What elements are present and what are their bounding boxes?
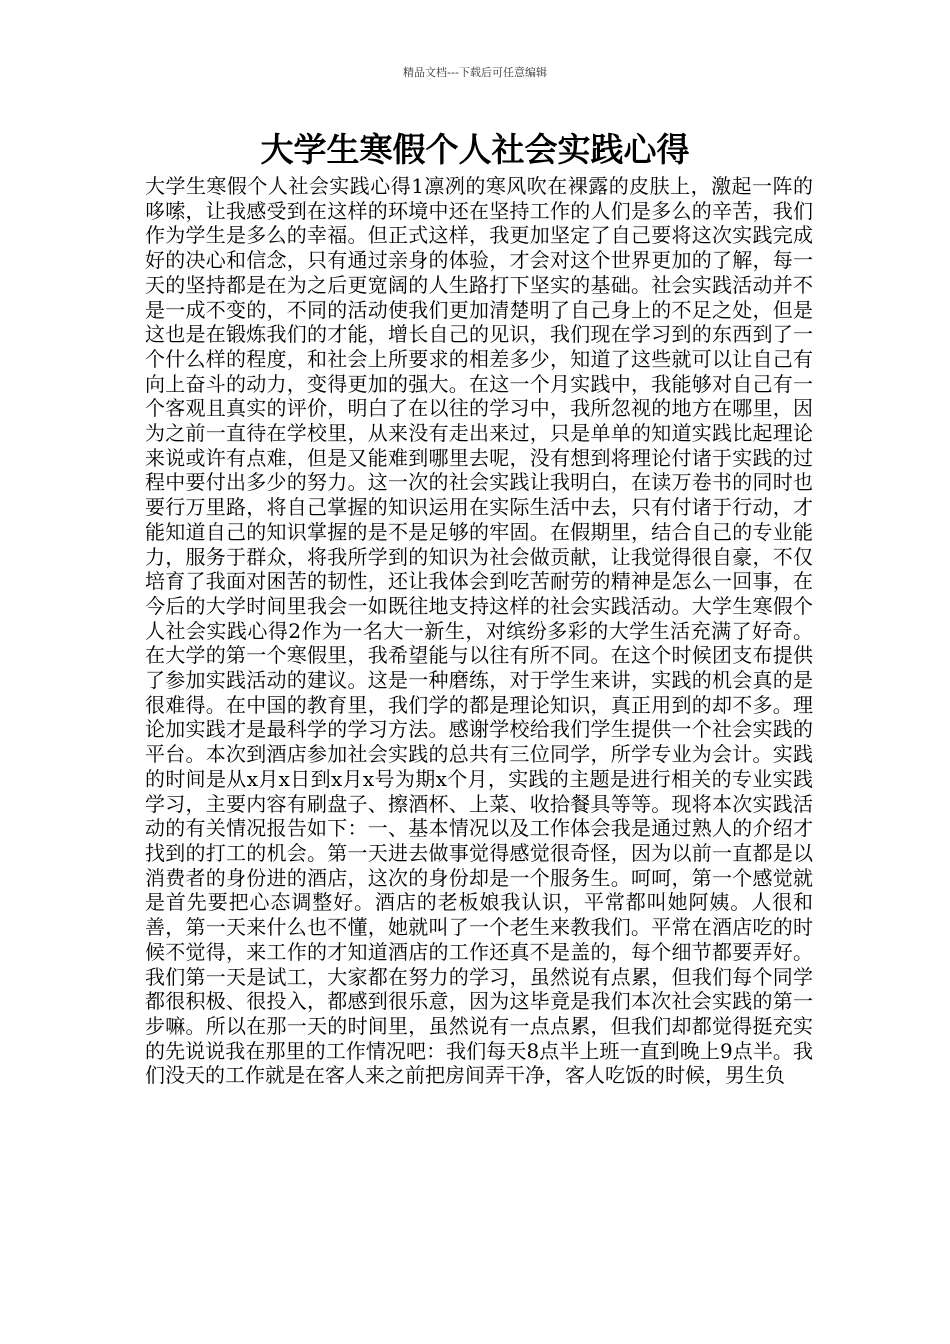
body-paragraph: 大学生寒假个人社会实践心得1凛冽的寒风吹在裸露的皮肤上，激起一阵的哆嗦，让我感受到在这样的环境中还在坚持工作的人们是多么的辛苦，我们作为学生是多么的幸福。但正式这样，我更加坚定了自己要将这次实践完成好的决心和信念，只有通过亲身的体验，才会对这个世界更加的了解，每一天的坚持都是在为之后更宽阔的人生路打下坚实的基础。社会实践活动并不是一成不变的，不同的活动使我们更加清楚明了自己身上的不足之处，但是这也是在锻炼我们的才能，增长自己的见识，我们现在学习到的东西到了一个什么样的程度，和社会上所要求的相差多少，知道了这些就可以让自己有向上奋斗的动力，变得更加的强大。在这一个月实践中，我能够对自己有一个客观且真实的评价，明白了在以往的学习中，我所忽视的地方在哪里，因为之前一直待在学校里，从来没有走出来过，只是单单的知道实践比起理论来说或许有点难，但是又能难到哪里去呢，没有想到将理论付诸于实践的过程中要付出多少的努力。这一次的社会实践让我明白，在读万卷书的同时也要行万里路，将自己掌握的知识运用在实际生活中去，只有付诸于行动，才能知道自己的知识掌握的是不是足够的牢固。在假期里，结合自己的专业能力，服务于群众，将我所学到的知识为社会做贡献，让我觉得很自豪，不仅培育了我面对困苦的韧性，还让我体会到吃苦耐劳的精神是怎么一回事，在今后的大学时间里我会一如既往地支持这样的社会实践活动。大学生寒假个人社会实践心得2作为一名大一新生，对缤纷多彩的大学生活充满了好奇。在大学的第一个寒假里，我希望能与以往有所不同。在这个时候团支布提供了参加实践活动的建议。这是一种磨练，对于学生来讲，实践的机会真的是很难得。在中国的教育里，我们学的都是理论知识，真正用到的却不多。理论加实践才是最科学的学习方法。感谢学校给我们学生提供一个社会实践的平台。本次到酒店参加社会实践的总共有三位同学，所学专业为会计。实践的时间是从x月x日到x月x号为期x个月，实践的主题是进行相关的专业实践学习，主要内容有刷盘子、擦酒杯、上菜、收拾餐具等等。现将本次实践活动的有关情况报告如下：一、基本情况以及工作体会我是通过熟人的介绍才找到的打工的机会。第一天进去做事觉得感觉很奇怪，因为以前一直都是以消费者的身份进的酒店，这次的身份却是一个服务生。呵呵，第一个感觉就是首先要把心态调整好。酒店的老板娘我认识，平常都叫她阿姨。人很和善，第一天来什么也不懂，她就叫了一个老生来教我们。平常在酒店吃的时候不觉得，来工作的才知道酒店的工作还真不是盖的，每个细节都要弄好。我们第一天是试工，大家都在努力的学习，虽然说有点累，但我们每个同学都很积极、很投入，都感到很乐意，因为这毕竟是我们本次社会实践的第一步嘛。所以在那一天的时间里，虽然说有一点点累，但我们却都觉得挺充实的先说说我在那里的工作情况吧：我们每天8点半上班一直到晚上9点半。我们没天的工作就是在客人来之前把房间弄干净，客人吃饭的时候，男生负 [145,174,813,1088]
header-note: 精品文档---下载后可任意编辑 [403,66,547,79]
document-title: 大学生寒假个人社会实践心得 [260,130,690,169]
